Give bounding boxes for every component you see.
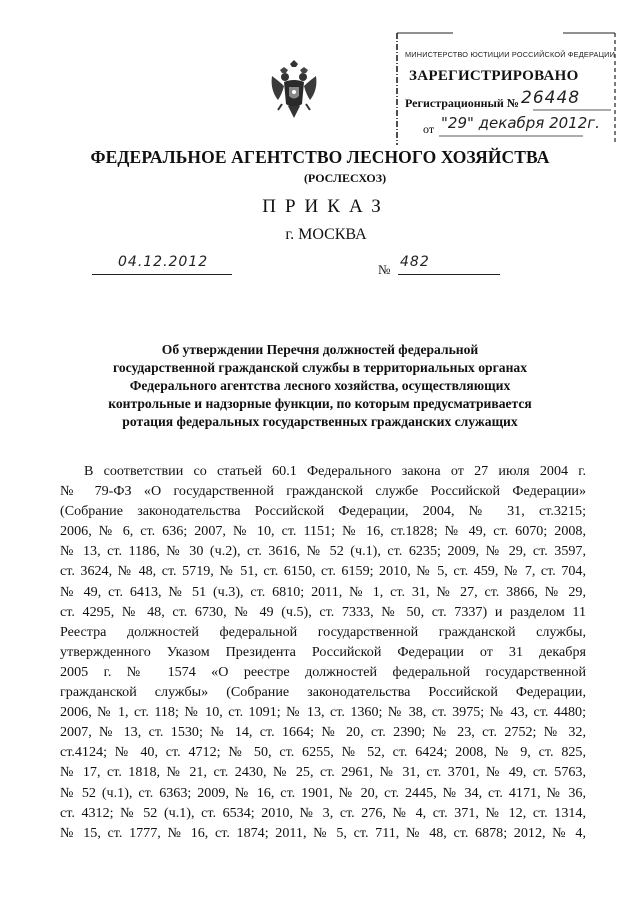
- order-number-underline: [398, 273, 500, 275]
- order-date-underline: [92, 273, 232, 275]
- body-line: 2005 г. № 1574 «О реестре должностей федеральной государственной: [60, 663, 586, 680]
- agency-title: ФЕДЕРАЛЬНОЕ АГЕНТСТВО ЛЕСНОГО ХОЗЯЙСТВА: [90, 147, 550, 167]
- subject-line: государственной гражданской службы в территориальных органах: [112, 360, 528, 376]
- stamp-ministry-name: МИНИСТЕРСТВО ЮСТИЦИИ РОССИЙСКОЙ ФЕДЕРАЦИИ: [405, 50, 616, 59]
- body-line: утвержденного Указом Президента Российской Федерации от 31 декабря: [60, 643, 586, 660]
- order-subject: [60, 341, 580, 431]
- body-line: № 15, ст. 1777, № 16, ст. 1874; 2011, № 5, ст. 711, № 48, ст. 6878; 2012, № 4,: [60, 824, 586, 841]
- agency-abbreviation: (РОСЛЕСХОЗ): [303, 171, 387, 185]
- body-line: гражданской службы» (Собрание законодательства Российской Федерации,: [60, 684, 586, 701]
- body-line: (Собрание законодательства Российской Федерации, 2004, № 31, ст.3215;: [60, 503, 586, 520]
- stamp-reg-number-value: 26448: [521, 88, 581, 108]
- body-line: № 79-ФЗ «О государственной гражданской службе Российской Федерации»: [60, 483, 586, 500]
- city-label: г. МОСКВА: [285, 226, 367, 243]
- registration-stamp: [393, 30, 617, 148]
- coat-of-arms-emblem: [268, 60, 320, 122]
- body-line: 2006, № 1, ст. 118; № 10, ст. 1091; № 13, ст. 1360; № 38, ст. 3975; № 43, ст. 4480;: [60, 704, 586, 721]
- stamp-registered-label: ЗАРЕГИСТРИРОВАНО: [409, 68, 579, 84]
- body-line: В соответствии со статьей 60.1 Федерального закона от 27 июля 2004 г.: [84, 463, 586, 479]
- stamp-date-label: от: [423, 122, 435, 136]
- body-line: ст. 3624, № 48, ст. 5719, № 51, ст. 6150, ст. 6159; 2010, № 5, ст. 459, № 7, ст. 704,: [60, 563, 586, 580]
- stamp-date-value: "29" декабря 2012г.: [441, 114, 600, 132]
- order-body: [60, 461, 586, 843]
- order-number: 482: [400, 254, 430, 270]
- body-line: ст. 4312; № 52 (ч.1), ст. 6534; 2010, № 3, ст. 276, № 4, ст. 371, № 12, ст. 1314,: [60, 804, 586, 821]
- subject-line: Федерального агентства лесного хозяйства, осуществляющих: [129, 378, 511, 394]
- order-date: 04.12.2012: [118, 254, 209, 270]
- subject-line: ротация федеральных государственных гражданских служащих: [122, 414, 518, 430]
- body-line: ст. 4295, № 48, ст. 6730, № 49 (ч.5), ст. 7333, № 50, ст. 7337) и разделом 11: [60, 603, 586, 620]
- body-line: № 49, ст. 6413, № 51 (ч.3), ст. 6810; 2011, № 1, ст. 31, № 27, ст. 3866, № 29,: [60, 583, 586, 600]
- body-line: № 52 (ч.1), ст. 6363; 2009, № 16, ст. 1901, № 20, ст. 2445, № 34, ст. 4171, № 36,: [60, 784, 586, 801]
- body-line: № 17, ст. 1818, № 21, ст. 2430, № 25, ст. 2961, № 31, ст. 3701, № 49, ст. 5763,: [60, 764, 586, 781]
- order-title: ПРИКАЗ: [262, 196, 390, 217]
- stamp-reg-number-label: Регистрационный №: [405, 96, 519, 110]
- body-line: Реестра должностей федеральной государственной гражданской службы,: [60, 623, 586, 640]
- order-number-label: №: [378, 262, 391, 277]
- subject-line: контрольные и надзорные функции, по которым предусматривается: [108, 396, 532, 412]
- body-line: 2006, № 6, ст. 636; 2007, № 10, ст. 1151; № 16, ст.1828; № 49, ст. 6070; 2008,: [60, 523, 586, 540]
- body-line: № 13, ст. 1186, № 30 (ч.2), ст. 3616, № 52 (ч.1), ст. 6235; 2009, № 29, ст. 3597,: [60, 543, 586, 560]
- body-line: 2007, № 13, ст. 1530; № 14, ст. 1664; № 20, ст. 2390; № 23, ст. 2752; № 32,: [60, 724, 586, 741]
- body-line: ст.4124; № 40, ст. 4712; № 50, ст. 6255, № 52, ст. 6424; 2008, № 9, ст. 825,: [60, 744, 586, 761]
- subject-line: Об утверждении Перечня должностей федеральной: [161, 342, 479, 357]
